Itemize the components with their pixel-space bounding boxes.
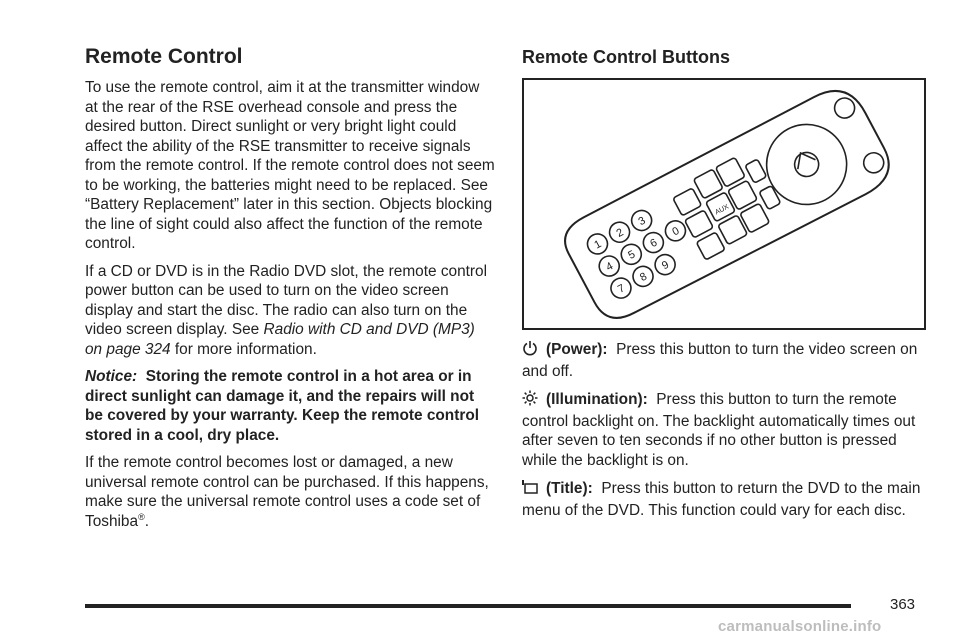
keypad-label-4: 4 bbox=[604, 260, 616, 274]
title-label: (Title): bbox=[546, 480, 593, 497]
illumination-icon bbox=[522, 390, 540, 412]
keypad-label-2: 2 bbox=[614, 226, 626, 240]
right-column bbox=[522, 44, 932, 529]
keypad-label-8: 8 bbox=[637, 270, 650, 284]
keypad-label-9: 9 bbox=[660, 258, 672, 273]
registered-mark: ® bbox=[138, 511, 145, 522]
notice-text: Storing the remote control in a hot area or in direct sunlight can damage it, and the repairs will not be covered by your warranty. Keep the remote control stored in a cool, dry place. bbox=[85, 368, 479, 444]
replacement-text: If the remote control becomes lost or damaged, a new universal remote control can be purchased. If this happens, make sure the universal remote control uses a code set of Toshiba bbox=[85, 454, 489, 530]
title-entry bbox=[522, 479, 932, 520]
page-number: 363 bbox=[890, 596, 916, 613]
section-title: Remote Control bbox=[85, 45, 243, 68]
power-icon bbox=[522, 340, 540, 362]
illumination-label: (Illumination): bbox=[546, 391, 648, 408]
replacement-paragraph bbox=[85, 453, 495, 531]
watermark: carmanualsonline.info bbox=[718, 618, 882, 635]
radio-dvd-paragraph bbox=[85, 262, 495, 360]
keypad-label-0: 0 bbox=[670, 224, 682, 239]
title-desc: Press this button to return the DVD to the main menu of the DVD. This function could vary for each disc. bbox=[522, 480, 921, 519]
keypad-label-7: 7 bbox=[615, 282, 627, 296]
keypad-label-1: 1 bbox=[592, 238, 604, 252]
radio-dvd-text: If a CD or DVD is in the Radio DVD slot, the remote control power button can be used to turn on the video screen display and start the disc. The radio can also turn on the video screen display. See bbox=[85, 262, 488, 338]
keypad-label-6: 6 bbox=[648, 236, 660, 251]
notice-paragraph bbox=[85, 367, 495, 445]
replacement-end: . bbox=[144, 512, 149, 530]
intro-paragraph: To use the remote control, aim it at the transmitter window at the rear of the RSE overhead console and press the desired button. Direct sunlight or very bright light could affect the ability of the RSE transmitter to receive signals from the remote control. If the remote control does not seem to be working, the batteries might need to be replaced. See “Battery Replacement” later in this section. Objects blocking the line of sight could also affect the function of the remote control. bbox=[85, 79, 495, 252]
radio-reference-link[interactable]: Radio with CD and DVD (MP3) on page 324 bbox=[85, 321, 475, 358]
aux-label: AUX bbox=[714, 203, 731, 217]
illumination-entry bbox=[522, 390, 932, 470]
left-column bbox=[85, 44, 495, 539]
title-icon bbox=[522, 479, 540, 501]
power-label: (Power): bbox=[546, 341, 608, 358]
keypad-label-3: 3 bbox=[636, 214, 648, 229]
radio-dvd-text-end: for more information. bbox=[170, 340, 317, 358]
remote-control-illustration bbox=[524, 80, 924, 328]
buttons-title: Remote Control Buttons bbox=[522, 47, 730, 67]
illumination-desc: Press this button to turn the remote control backlight on. The backlight automatically times out after seven to ten seconds if no other button is pressed while the backlight is on. bbox=[522, 391, 916, 469]
notice-label: Notice: bbox=[85, 368, 138, 385]
remote-control-figure bbox=[522, 78, 926, 330]
keypad-label-5: 5 bbox=[626, 248, 638, 262]
power-desc: Press this button to turn the video screen on and off. bbox=[522, 341, 918, 380]
power-entry bbox=[522, 340, 932, 381]
footer-rule bbox=[85, 604, 851, 608]
